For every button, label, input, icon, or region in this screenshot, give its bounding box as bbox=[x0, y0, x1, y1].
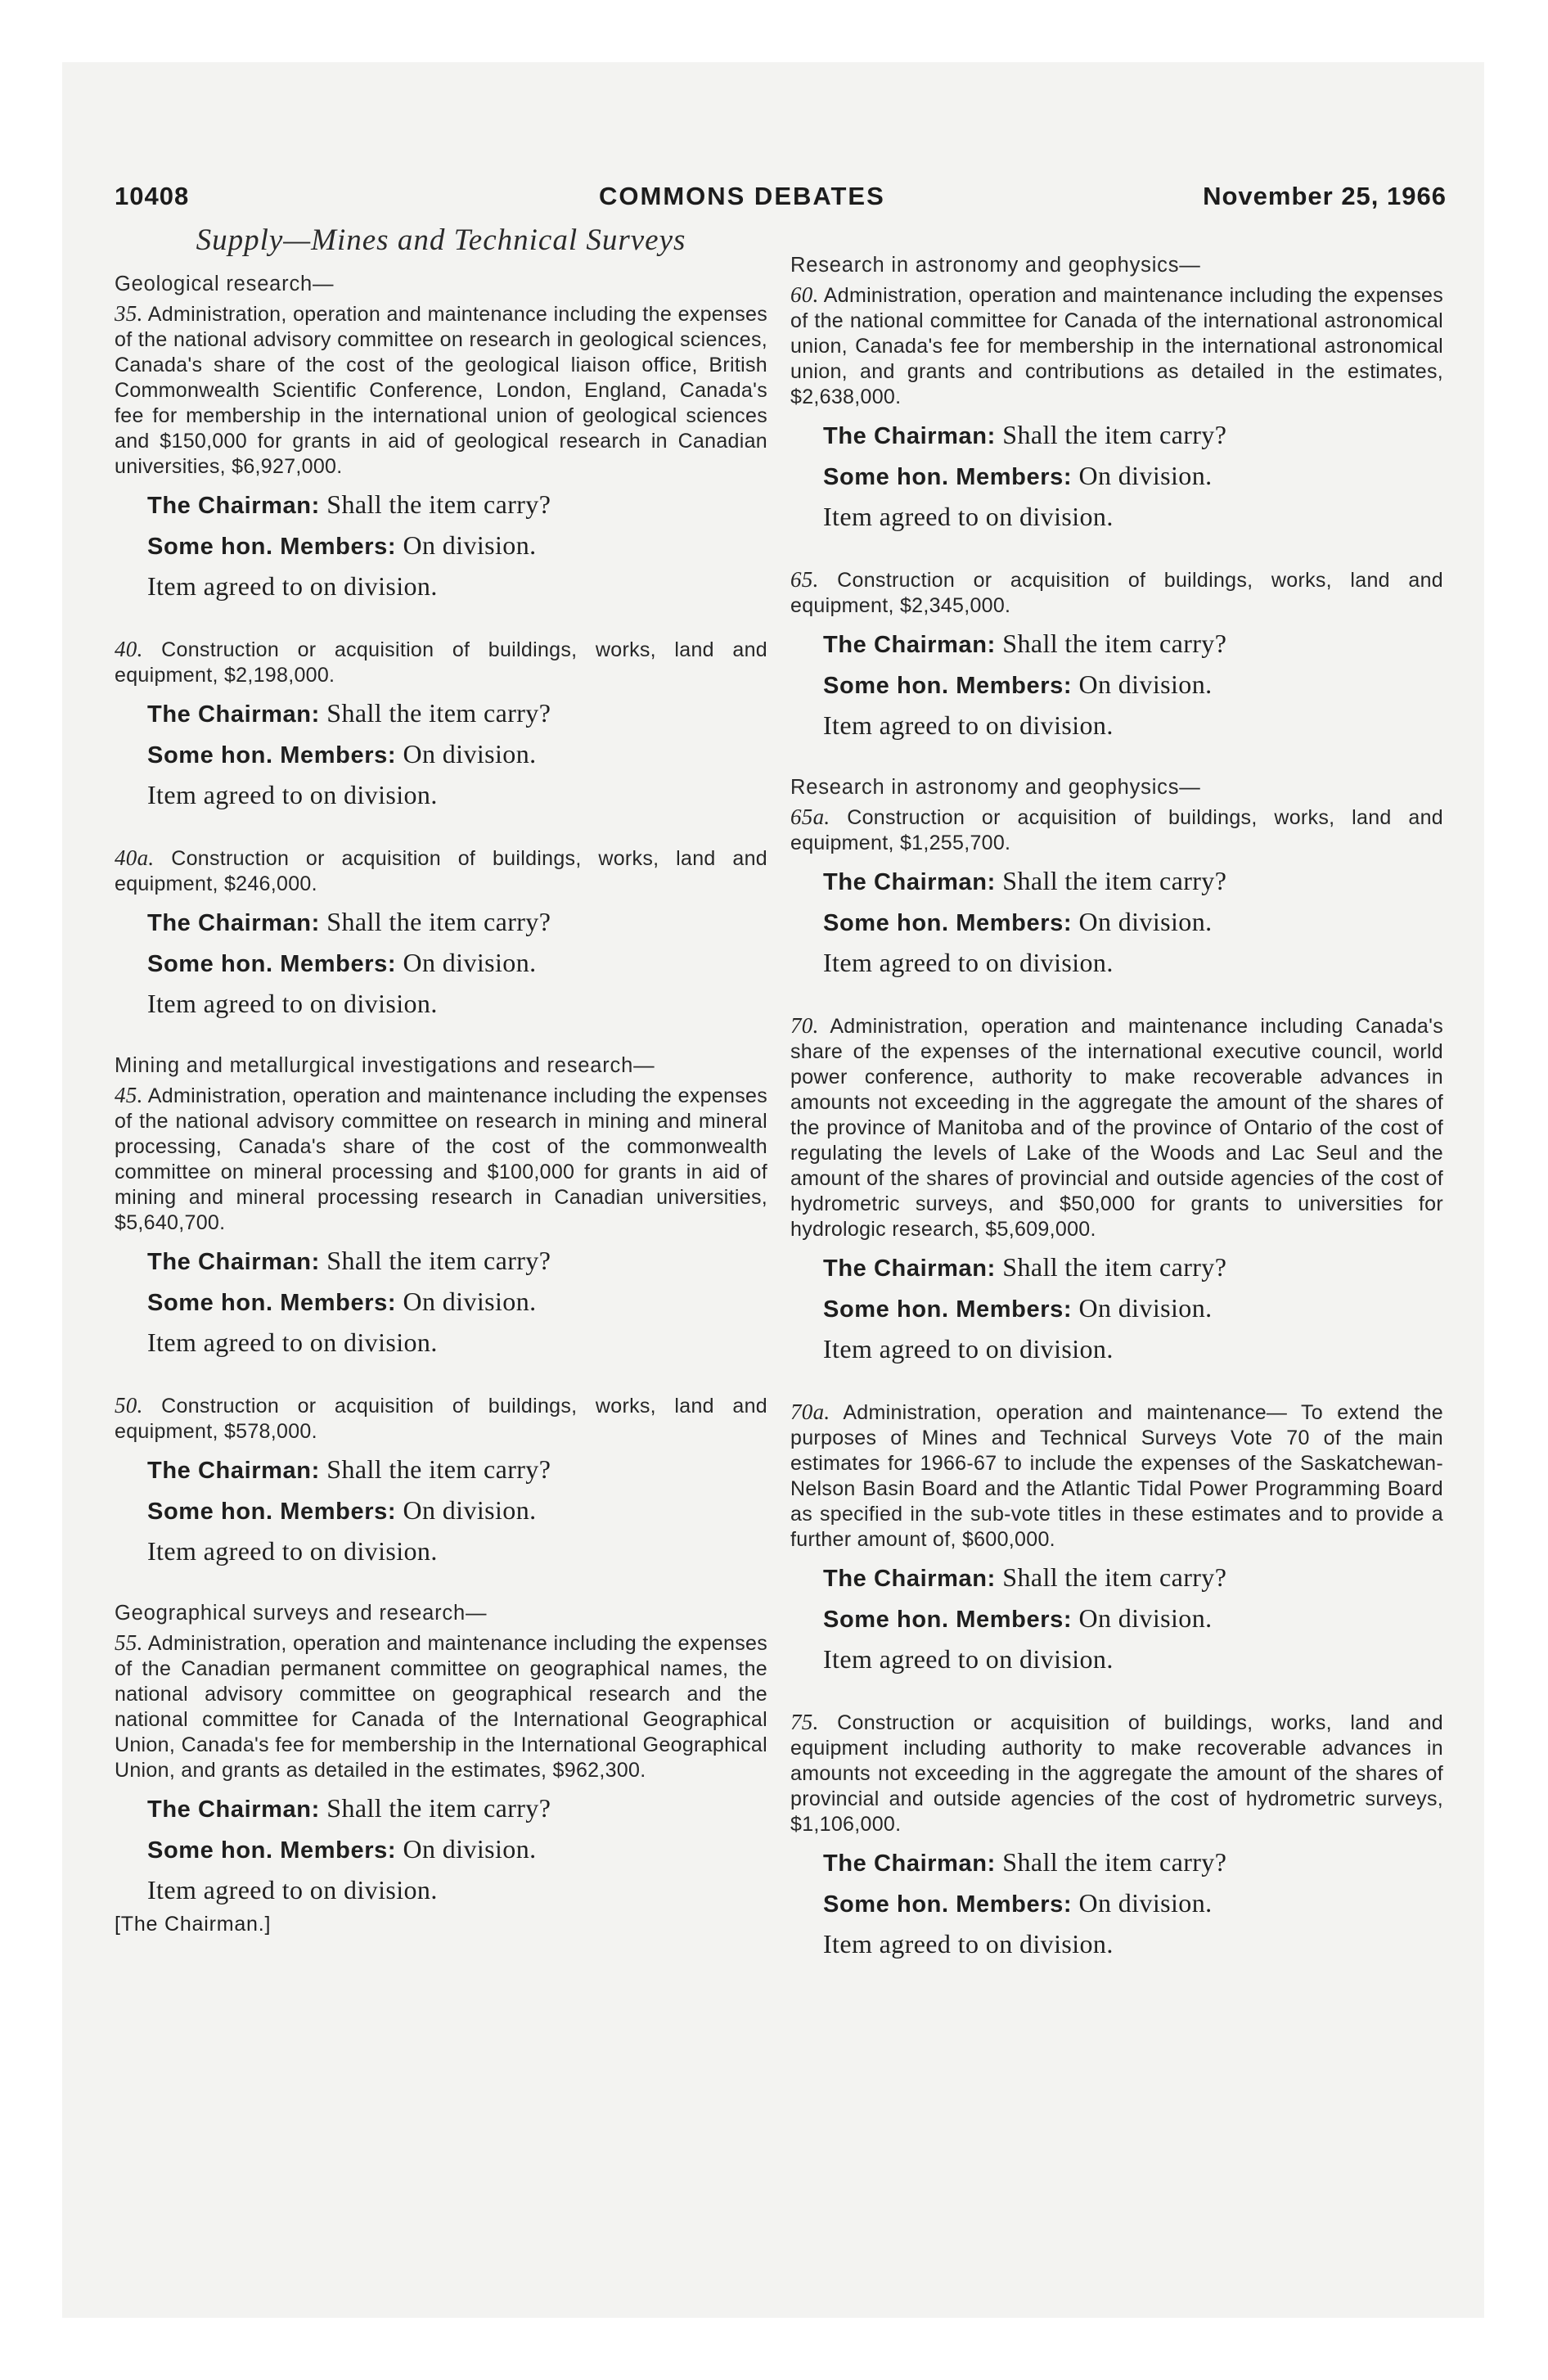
speech-text: On division. bbox=[396, 1495, 537, 1525]
members-response bbox=[823, 1603, 1443, 1634]
speech-text: Shall the item carry? bbox=[319, 1454, 551, 1484]
members-response bbox=[823, 1293, 1443, 1324]
vote-item bbox=[115, 1083, 767, 1236]
speaker-label: Some hon. Members: bbox=[823, 673, 1073, 699]
vote-block-50 bbox=[115, 1393, 767, 1566]
vote-text: Administration, operation and maintenance including the expenses of the Canadian permanent committee on geographical names, the national advisory committee on geographical research and the national committee for Canada of the International Geographical Union, Canada's fee for membership in the International Geographical Union, and grants as detailed in the estimates, $962,300. bbox=[115, 1632, 767, 1782]
vote-number: 60. bbox=[790, 282, 819, 307]
chairman-question bbox=[147, 907, 767, 938]
vote-heading: Research in astronomy and geophysics— bbox=[790, 254, 1201, 277]
vote-text: Administration, operation and maintenance including the expenses of the national advisory committee on research in mining and mineral processing, Canada's share of the cost of the commonwealth committee on mineral processing and $100,000 for grants in aid of mining and mineral processing research in Canadian universities, $5,640,700. bbox=[115, 1084, 767, 1234]
speaker-label: Some hon. Members: bbox=[823, 1296, 1073, 1323]
vote-number: 40a. bbox=[115, 845, 155, 870]
chairman-question bbox=[823, 420, 1443, 451]
members-response bbox=[823, 669, 1443, 701]
chairman-question bbox=[823, 1562, 1443, 1593]
chairman-question bbox=[823, 1252, 1443, 1283]
speech-text: Shall the item carry? bbox=[995, 629, 1227, 658]
item-agreed: Item agreed to on division. bbox=[823, 948, 1114, 977]
speech-text: Shall the item carry? bbox=[995, 1562, 1227, 1592]
speaker-label: The Chairman: bbox=[147, 1458, 320, 1484]
speaker-label: Some hon. Members: bbox=[147, 1499, 397, 1525]
chairman-question bbox=[147, 1246, 767, 1277]
speaker-label: The Chairman: bbox=[823, 1850, 996, 1877]
vote-number: 50. bbox=[115, 1393, 143, 1418]
members-response bbox=[147, 1287, 767, 1318]
chairman-question bbox=[147, 1454, 767, 1485]
item-agreed: Item agreed to on division. bbox=[823, 710, 1114, 740]
speech-text: Shall the item carry? bbox=[995, 1847, 1227, 1877]
section-subhead: Supply—Mines and Technical Surveys bbox=[196, 223, 686, 257]
speech-text: Shall the item carry? bbox=[995, 1252, 1227, 1282]
vote-number: 70. bbox=[790, 1013, 819, 1038]
speech-text: Shall the item carry? bbox=[319, 907, 551, 936]
speech-text: Shall the item carry? bbox=[995, 420, 1227, 449]
chairman-question bbox=[147, 489, 767, 521]
vote-block-70 bbox=[790, 1013, 1443, 1364]
vote-text: Administration, operation and maintenance— To extend the purposes of Mines and Technical Surveys Vote 70 of the main estimates for 1966-67 to include the expenses of the Saskatchewan-Nelson Basin Board and the Atlantic Tidal Power Programming Board as specified in the sub-vote titles in these estimates and to provide a further amount of, $600,000. bbox=[790, 1401, 1443, 1551]
speech-text: Shall the item carry? bbox=[319, 1793, 551, 1823]
item-agreed: Item agreed to on division. bbox=[147, 1327, 438, 1357]
item-agreed: Item agreed to on division. bbox=[147, 571, 438, 601]
members-response bbox=[823, 1888, 1443, 1919]
speaker-label: The Chairman: bbox=[147, 493, 320, 519]
vote-number: 55. bbox=[115, 1630, 143, 1655]
speaker-label: Some hon. Members: bbox=[823, 1607, 1073, 1633]
vote-item bbox=[115, 1630, 767, 1783]
speech-text: On division. bbox=[1072, 1888, 1213, 1918]
vote-block-45 bbox=[115, 1054, 767, 1357]
vote-block-60 bbox=[790, 254, 1443, 531]
speaker-label: Some hon. Members: bbox=[823, 464, 1073, 490]
speaker-label: The Chairman: bbox=[147, 1796, 320, 1823]
item-agreed: Item agreed to on division. bbox=[823, 1644, 1114, 1674]
vote-item bbox=[115, 1393, 767, 1445]
item-agreed: Item agreed to on division. bbox=[147, 1536, 438, 1566]
speaker-label: The Chairman: bbox=[823, 1255, 996, 1282]
item-agreed: Item agreed to on division. bbox=[823, 502, 1114, 531]
chairman-question bbox=[823, 1847, 1443, 1878]
speech-text: On division. bbox=[396, 739, 537, 769]
members-response bbox=[147, 1834, 767, 1865]
vote-block-65 bbox=[790, 567, 1443, 740]
vote-item bbox=[790, 282, 1443, 410]
item-agreed: Item agreed to on division. bbox=[147, 1875, 438, 1904]
vote-text: Construction or acquisition of buildings, works, land and equipment, $2,345,000. bbox=[790, 569, 1443, 617]
vote-item bbox=[790, 1710, 1443, 1837]
vote-item bbox=[790, 1013, 1443, 1242]
vote-number: 65. bbox=[790, 567, 819, 592]
speaker-label: Some hon. Members: bbox=[823, 910, 1073, 936]
vote-number: 70a. bbox=[790, 1400, 830, 1424]
chairman-question bbox=[147, 1793, 767, 1824]
speech-text: On division. bbox=[1072, 1603, 1213, 1633]
vote-block-75 bbox=[790, 1710, 1443, 1959]
vote-text: Administration, operation and maintenance including Canada's share of the expenses of the international executive council, world power conference, authority to make recoverable advances in amounts not exceeding in the aggregate the amount of the shares of the province of Manitoba and of the province of Ontario of the cost of regulating the levels of Lake of the Woods and Lac Seul and the amount of the shares of provincial and outside agencies of the cost of hydrometric surveys, and $50,000 for grants to universities for hydrologic research, $5,609,000. bbox=[790, 1015, 1443, 1241]
chairman-question bbox=[823, 629, 1443, 660]
speaker-label: Some hon. Members: bbox=[147, 1290, 397, 1316]
speech-text: On division. bbox=[1072, 669, 1213, 699]
vote-heading: Geographical surveys and research— bbox=[115, 1602, 488, 1625]
speech-text: On division. bbox=[1072, 1293, 1213, 1323]
item-agreed: Item agreed to on division. bbox=[823, 1334, 1114, 1364]
vote-number: 65a. bbox=[790, 805, 830, 829]
vote-item bbox=[790, 805, 1443, 856]
vote-text: Construction or acquisition of buildings, works, land and equipment, $246,000. bbox=[115, 847, 767, 895]
speaker-label: The Chairman: bbox=[823, 423, 996, 449]
speaker-label: Some hon. Members: bbox=[147, 742, 397, 769]
vote-text: Construction or acquisition of buildings, works, land and equipment, $1,255,700. bbox=[790, 806, 1443, 854]
speech-text: On division. bbox=[1072, 461, 1213, 490]
chairman-question bbox=[823, 866, 1443, 897]
vote-block-55 bbox=[115, 1602, 767, 1936]
vote-text: Construction or acquisition of buildings, works, land and equipment, $578,000. bbox=[115, 1395, 767, 1443]
vote-number: 40. bbox=[115, 637, 143, 661]
vote-text: Administration, operation and maintenance including the expenses of the national committee for Canada of the international astronomical union, Canada's fee for membership in the international astronomical union, and grants and contributions as detailed in the estimates, $2,638,000. bbox=[790, 284, 1443, 408]
vote-block-40 bbox=[115, 637, 767, 809]
vote-item bbox=[790, 1400, 1443, 1553]
speech-text: Shall the item carry? bbox=[319, 1246, 551, 1275]
speaker-label: The Chairman: bbox=[823, 869, 996, 895]
page-date: November 25, 1966 bbox=[1203, 182, 1447, 210]
members-response bbox=[823, 461, 1443, 492]
vote-item bbox=[115, 301, 767, 480]
item-agreed: Item agreed to on division. bbox=[823, 1929, 1114, 1959]
vote-number: 75. bbox=[790, 1710, 819, 1734]
speech-text: Shall the item carry? bbox=[995, 866, 1227, 895]
vote-text: Construction or acquisition of buildings, works, land and equipment, $2,198,000. bbox=[115, 638, 767, 687]
speech-text: Shall the item carry? bbox=[319, 489, 551, 519]
vote-number: 35. bbox=[115, 301, 143, 326]
speech-text: On division. bbox=[396, 948, 537, 977]
speech-text: On division. bbox=[396, 1834, 537, 1864]
vote-heading: Mining and metallurgical investigations and research— bbox=[115, 1054, 655, 1077]
speaker-note: [The Chairman.] bbox=[115, 1913, 272, 1936]
vote-heading: Geological research— bbox=[115, 273, 335, 295]
speaker-label: The Chairman: bbox=[823, 632, 996, 658]
members-response bbox=[147, 739, 767, 770]
members-response bbox=[147, 530, 767, 561]
vote-block-40a bbox=[115, 845, 767, 1018]
speaker-label: Some hon. Members: bbox=[147, 534, 397, 560]
speech-text: On division. bbox=[396, 530, 537, 560]
vote-item bbox=[115, 637, 767, 688]
speech-text: Shall the item carry? bbox=[319, 698, 551, 728]
vote-block-70a bbox=[790, 1400, 1443, 1674]
speech-text: On division. bbox=[396, 1287, 537, 1316]
page-number: 10408 bbox=[115, 182, 190, 210]
vote-item bbox=[790, 567, 1443, 619]
vote-heading: Research in astronomy and geophysics— bbox=[790, 776, 1201, 799]
speech-text: On division. bbox=[1072, 907, 1213, 936]
right-column bbox=[790, 237, 1443, 1959]
vote-text: Administration, operation and maintenance including the expenses of the national advisory committee on research in geological sciences, Canada's share of the cost of the geological liaison office, British Commonwealth Scientific Conference, London, England, Canada's fee for membership in the international union of geological sciences and $150,000 for grants in aid of geological research in Canadian universities, $6,927,000. bbox=[115, 303, 767, 478]
item-agreed: Item agreed to on division. bbox=[147, 780, 438, 809]
speaker-label: The Chairman: bbox=[147, 910, 320, 936]
left-column bbox=[115, 223, 767, 1936]
vote-item bbox=[115, 845, 767, 897]
page-header bbox=[115, 182, 1447, 219]
vote-text: Construction or acquisition of buildings, works, land and equipment including authority to make recoverable advances in amounts not exceeding in the aggregate the amount of the shares of provincial and outside agencies of the cost of hydrometric surveys, $1,106,000. bbox=[790, 1711, 1443, 1836]
chairman-question bbox=[147, 698, 767, 729]
members-response bbox=[147, 1495, 767, 1526]
speaker-label: Some hon. Members: bbox=[147, 951, 397, 977]
vote-block-65a bbox=[790, 776, 1443, 977]
item-agreed: Item agreed to on division. bbox=[147, 989, 438, 1018]
publication-title: COMMONS DEBATES bbox=[599, 182, 885, 210]
vote-block-35 bbox=[115, 273, 767, 601]
members-response bbox=[147, 948, 767, 979]
speaker-label: Some hon. Members: bbox=[823, 1891, 1073, 1918]
vote-number: 45. bbox=[115, 1083, 143, 1107]
speaker-label: The Chairman: bbox=[823, 1566, 996, 1592]
members-response bbox=[823, 907, 1443, 938]
speaker-label: The Chairman: bbox=[147, 701, 320, 728]
speaker-label: Some hon. Members: bbox=[147, 1837, 397, 1864]
speaker-label: The Chairman: bbox=[147, 1249, 320, 1275]
